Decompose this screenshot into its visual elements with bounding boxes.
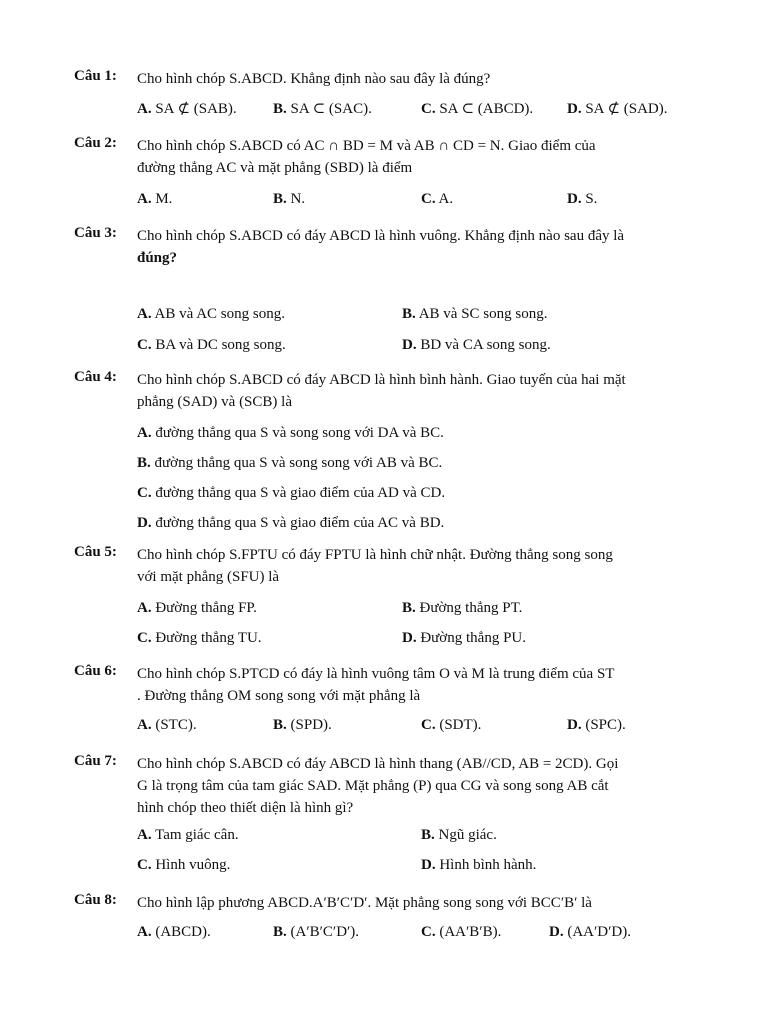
option-b[interactable]: B. N.	[273, 191, 306, 207]
option-c[interactable]: C. đường thẳng qua S và giao điểm của AD và CD.	[137, 485, 446, 501]
option-c[interactable]: C. A.	[421, 191, 454, 207]
question-text-line-2: với mặt phẳng (SFU) là	[137, 569, 280, 585]
option-c[interactable]: C. (SDT).	[421, 717, 482, 733]
option-b[interactable]: B. Đường thẳng PT.	[402, 600, 523, 616]
question-text-line-3: hình chóp theo thiết diện là hình gì?	[137, 800, 354, 816]
option-d[interactable]: D. S.	[567, 191, 598, 207]
question-text-line-1: Cho hình chóp S.ABCD có đáy ABCD là hình thang (AB//CD, AB = 2CD). Gọi	[137, 756, 619, 772]
question-text: Cho hình chóp S.ABCD. Khẳng định nào sau đây là đúng?	[137, 71, 491, 87]
question-text-line-2: đường thẳng AC và mặt phẳng (SBD) là điểm	[137, 160, 413, 176]
question-text-line-1: Cho hình chóp S.ABCD có đáy ABCD là hình vuông. Khẳng định nào sau đây là	[137, 228, 625, 244]
option-c[interactable]: C. Hình vuông.	[137, 857, 231, 873]
question-6	[74, 663, 694, 739]
question-8	[74, 892, 694, 946]
option-c[interactable]: C. BA và DC song song.	[137, 337, 286, 353]
question-text-line-1: Cho hình chóp S.ABCD có AC ∩ BD = M và AB ∩ CD = N. Giao điểm của	[137, 138, 596, 154]
option-a[interactable]: A. (STC).	[137, 717, 197, 733]
question-1	[74, 68, 694, 121]
question-2	[74, 135, 694, 213]
option-b[interactable]: B. (A′B′C′D′).	[273, 924, 360, 940]
question-3	[74, 225, 694, 359]
option-a[interactable]: A. AB và AC song song.	[137, 306, 285, 322]
question-4	[74, 369, 694, 534]
option-d[interactable]: D. (AA′D′D).	[549, 924, 631, 940]
option-d[interactable]: D. BD và CA song song.	[402, 337, 551, 353]
question-label: Câu 4:	[74, 369, 117, 385]
question-label: Câu 8:	[74, 892, 117, 908]
option-b[interactable]: B. Ngũ giác.	[421, 827, 497, 843]
option-d[interactable]: D. (SPC).	[567, 717, 626, 733]
option-a[interactable]: A. Tam giác cân.	[137, 827, 239, 843]
question-7	[74, 753, 694, 879]
option-c[interactable]: C. SA ⊂ (ABCD).	[421, 101, 534, 117]
option-a[interactable]: A. (ABCD).	[137, 924, 211, 940]
question-5	[74, 544, 694, 652]
option-d[interactable]: D. đường thẳng qua S và giao điểm của AC và BD.	[137, 515, 445, 531]
option-b[interactable]: B. đường thẳng qua S và song song với AB và BC.	[137, 455, 443, 471]
question-text-line-2: phẳng (SAD) và (SCB) là	[137, 394, 292, 410]
option-b[interactable]: B. (SPD).	[273, 717, 332, 733]
option-a[interactable]: A. Đường thẳng FP.	[137, 600, 257, 616]
question-text-line-1: Cho hình chóp S.ABCD có đáy ABCD là hình bình hành. Giao tuyến của hai mặt	[137, 372, 626, 388]
question-label: Câu 3:	[74, 225, 117, 241]
question-text-line-2: G là trọng tâm của tam giác SAD. Mặt phẳng (P) qua CG và song song AB cắt	[137, 778, 609, 794]
question-text: Cho hình lập phương ABCD.A′B′C′D′. Mặt phẳng song song với BCC′B′ là	[137, 895, 592, 911]
question-label: Câu 2:	[74, 135, 117, 151]
option-b[interactable]: B. AB và SC song song.	[402, 306, 548, 322]
question-text-line-2: đúng?	[137, 250, 178, 266]
option-d[interactable]: D. Hình bình hành.	[421, 857, 537, 873]
option-a[interactable]: A. SA ⊄ (SAB).	[137, 101, 237, 117]
option-c[interactable]: C. (AA′B′B).	[421, 924, 502, 940]
question-text-line-1: Cho hình chóp S.PTCD có đáy là hình vuông tâm O và M là trung điểm của ST	[137, 666, 615, 682]
option-c[interactable]: C. Đường thẳng TU.	[137, 630, 262, 646]
question-label: Câu 5:	[74, 544, 117, 560]
question-label: Câu 7:	[74, 753, 117, 769]
option-d[interactable]: D. Đường thẳng PU.	[402, 630, 526, 646]
option-a[interactable]: A. M.	[137, 191, 173, 207]
option-a[interactable]: A. đường thẳng qua S và song song với DA và BC.	[137, 425, 444, 441]
option-b[interactable]: B. SA ⊂ (SAC).	[273, 101, 372, 117]
question-text-line-1: Cho hình chóp S.FPTU có đáy FPTU là hình chữ nhật. Đường thẳng song song	[137, 547, 613, 563]
question-text-line-2: . Đường thẳng OM song song với mặt phẳng là	[137, 688, 421, 704]
option-d[interactable]: D. SA ⊄ (SAD).	[567, 101, 668, 117]
question-label: Câu 6:	[74, 663, 117, 679]
question-label: Câu 1:	[74, 68, 117, 84]
